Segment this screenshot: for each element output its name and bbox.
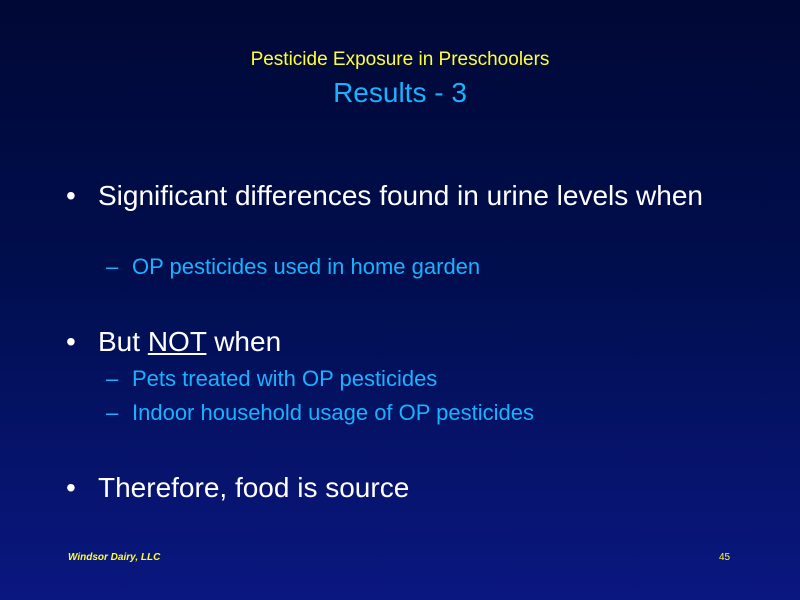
subbullet-home-garden — [106, 254, 480, 280]
bullet-text-post: when — [206, 326, 282, 357]
bullet-text: Significant differences found in urine levels when — [98, 180, 703, 211]
subbullet-text: Indoor household usage of OP pesticides — [132, 400, 534, 425]
slide-title: Results - 3 — [333, 77, 467, 108]
subbullet-text: Pets treated with OP pesticides — [132, 366, 438, 391]
subbullet-dash: – — [106, 400, 119, 425]
bullet-text-not: NOT — [147, 326, 207, 357]
subbullet-text: OP pesticides used in home garden — [132, 254, 481, 279]
bullet-text — [98, 325, 706, 358]
slide-subtitle: Pesticide Exposure in Preschoolers — [250, 49, 550, 70]
bullet-food-is-source — [66, 471, 706, 504]
subbullet-indoor-usage — [106, 400, 534, 426]
bullet-text: Therefore, food is source — [98, 472, 410, 503]
bullet-text-pre: But — [98, 326, 148, 357]
bullet-significant-differences — [66, 179, 706, 212]
bullet-dot: • — [66, 472, 76, 503]
subbullet-dash: – — [106, 366, 119, 391]
subbullet-pets-treated — [106, 366, 437, 392]
bullet-dot: • — [66, 326, 76, 357]
footer-company: Windsor Dairy, LLC — [68, 552, 161, 563]
bullet-but-not-when — [66, 325, 706, 358]
footer-page-number: 45 — [719, 552, 731, 563]
bullet-dot: • — [66, 180, 76, 211]
subbullet-dash: – — [106, 254, 119, 279]
